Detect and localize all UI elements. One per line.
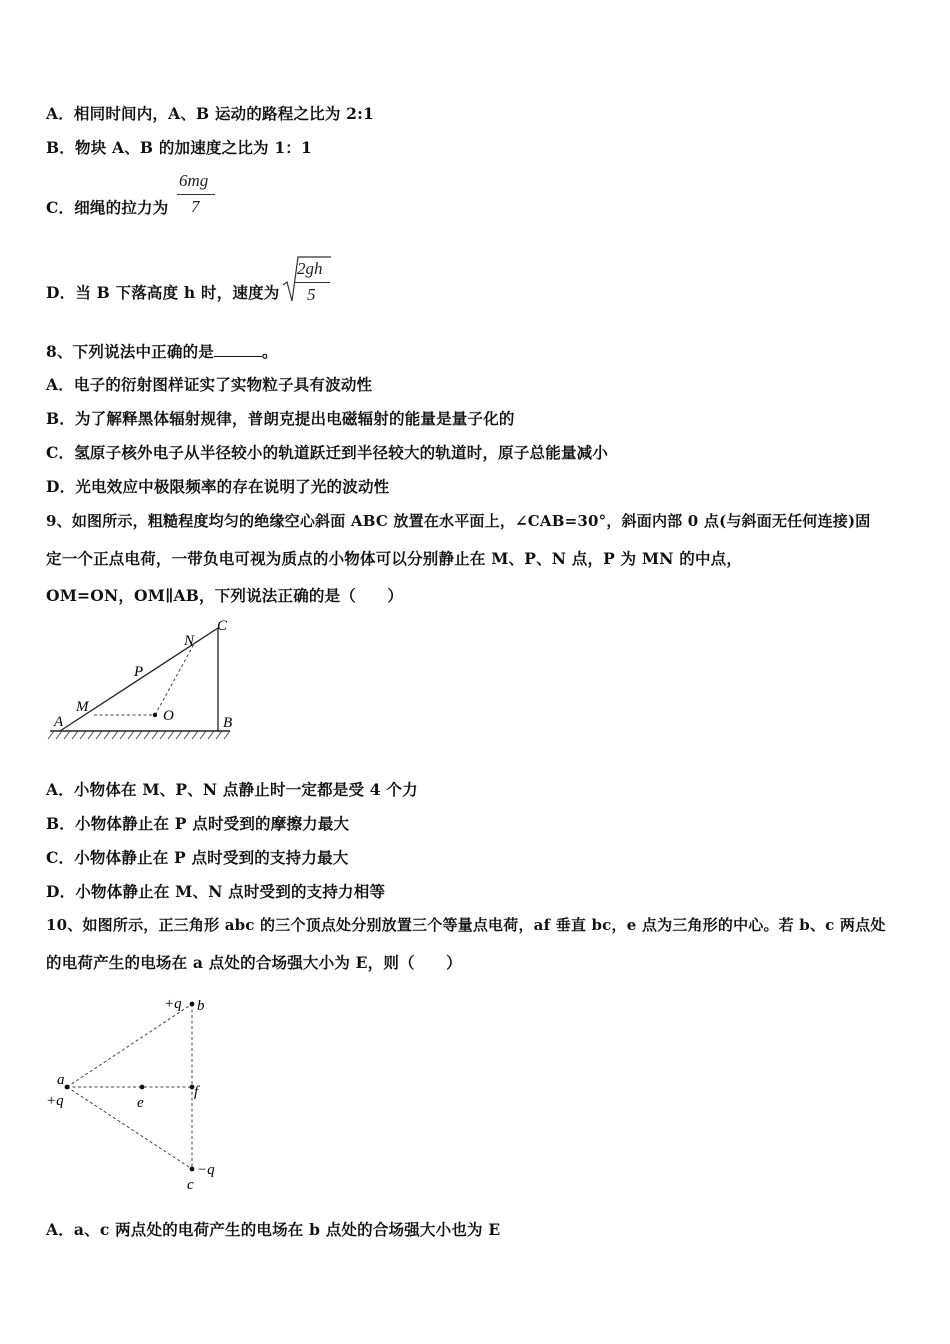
q8-option-d: D．光电效应中极限频率的存在说明了光的波动性 [46,477,390,496]
q8-stem-end: 。 [262,342,278,361]
label-c-charge: −q [197,1162,215,1178]
q8-stem-text: 8、下列说法中正确的是 [46,342,214,361]
side-ab-dashed [67,1004,192,1087]
label-a: a [57,1072,65,1088]
q9-option-d: D．小物体静止在 M、N 点时受到的支持力相等 [46,882,386,901]
q7-option-b: B．物块 A、B 的加速度之比为 1：1 [46,138,312,157]
q9-incline-figure [40,612,245,744]
q10-triangle-figure [40,988,240,1198]
side-ac-dashed [67,1087,192,1169]
fraction-bar [177,194,215,195]
fraction-numerator: 6mg [179,171,209,190]
fraction-denominator: 7 [191,197,200,216]
fraction-bar [294,282,330,283]
fraction-denominator: 5 [307,285,316,304]
point-a [65,1085,70,1090]
q8-option-a: A．电子的衍射图样证实了实物粒子具有波动性 [46,375,373,394]
q10-stem-line1: 10、如图所示，正三角形 abc 的三个顶点处分别放置三个等量点电荷，af 垂直 bc，e 点为三角形的中心。若 b、c 两点处 [46,916,886,934]
point-c [190,1167,195,1172]
q8-stem [46,340,278,362]
on-dashed-line [155,644,194,715]
q9-stem-line3: OM=ON，OM∥AB，下列说法正确的是（ ） [46,586,404,605]
q9-option-b: B．小物体静止在 P 点时受到的摩擦力最大 [46,814,350,833]
label-e: e [137,1095,144,1111]
label-f: f [194,1084,199,1100]
q8-option-c: C．氢原子核外电子从半径较小的轨道跃迁到半径较大的轨道时，原子总能量减小 [46,443,609,462]
label-b: b [197,998,205,1014]
q10-option-a: A．a、c 两点处的电荷产生的电场在 b 点处的合场强大小也为 E [46,1220,501,1239]
label-m: M [76,699,89,715]
charge-point-o [153,713,157,717]
label-p: P [134,664,144,680]
q7-option-a: A．相同时间内，A、B 运动的路程之比为 2:1 [46,104,375,123]
point-e [140,1085,145,1090]
label-b-charge: +q [164,996,182,1012]
label-a: A [54,714,64,730]
q9-stem-line2: 定一个正点电荷，一带负电可视为质点的小物体可以分别静止在 M、P、N 点，P 为 MN 的中点， [46,549,743,568]
label-o: O [163,708,174,724]
ground-line [48,731,230,739]
q9-stem-line1: 9、如图所示，粗糙程度均匀的绝缘空心斜面 ABC 放置在水平面上，∠CAB=30°，斜面内部 0 点(与斜面无任何连接)固 [46,512,871,530]
q10-stem-line2: 的电荷产生的电场在 a 点处的合场强大小为 E，则（ ） [46,953,462,972]
q9-option-a: A．小物体在 M、P、N 点静止时一定都是受 4 个力 [46,780,418,799]
label-a-charge: +q [46,1093,64,1109]
q7-option-c: C．细绳的拉力为 [46,198,169,217]
fraction-numerator: 2gh [297,259,323,278]
answer-blank [214,342,262,357]
q8-option-b: B．为了解释黑体辐射规律，普朗克提出电磁辐射的能量是量子化的 [46,409,515,428]
label-c: c [187,1177,194,1193]
label-b: B [223,715,233,731]
q9-option-c: C．小物体静止在 P 点时受到的支持力最大 [46,848,349,867]
label-c: C [217,618,228,634]
point-b [190,1002,195,1007]
q7-option-d: D．当 B 下落高度 h 时，速度为 [46,283,280,302]
label-n: N [184,633,195,649]
